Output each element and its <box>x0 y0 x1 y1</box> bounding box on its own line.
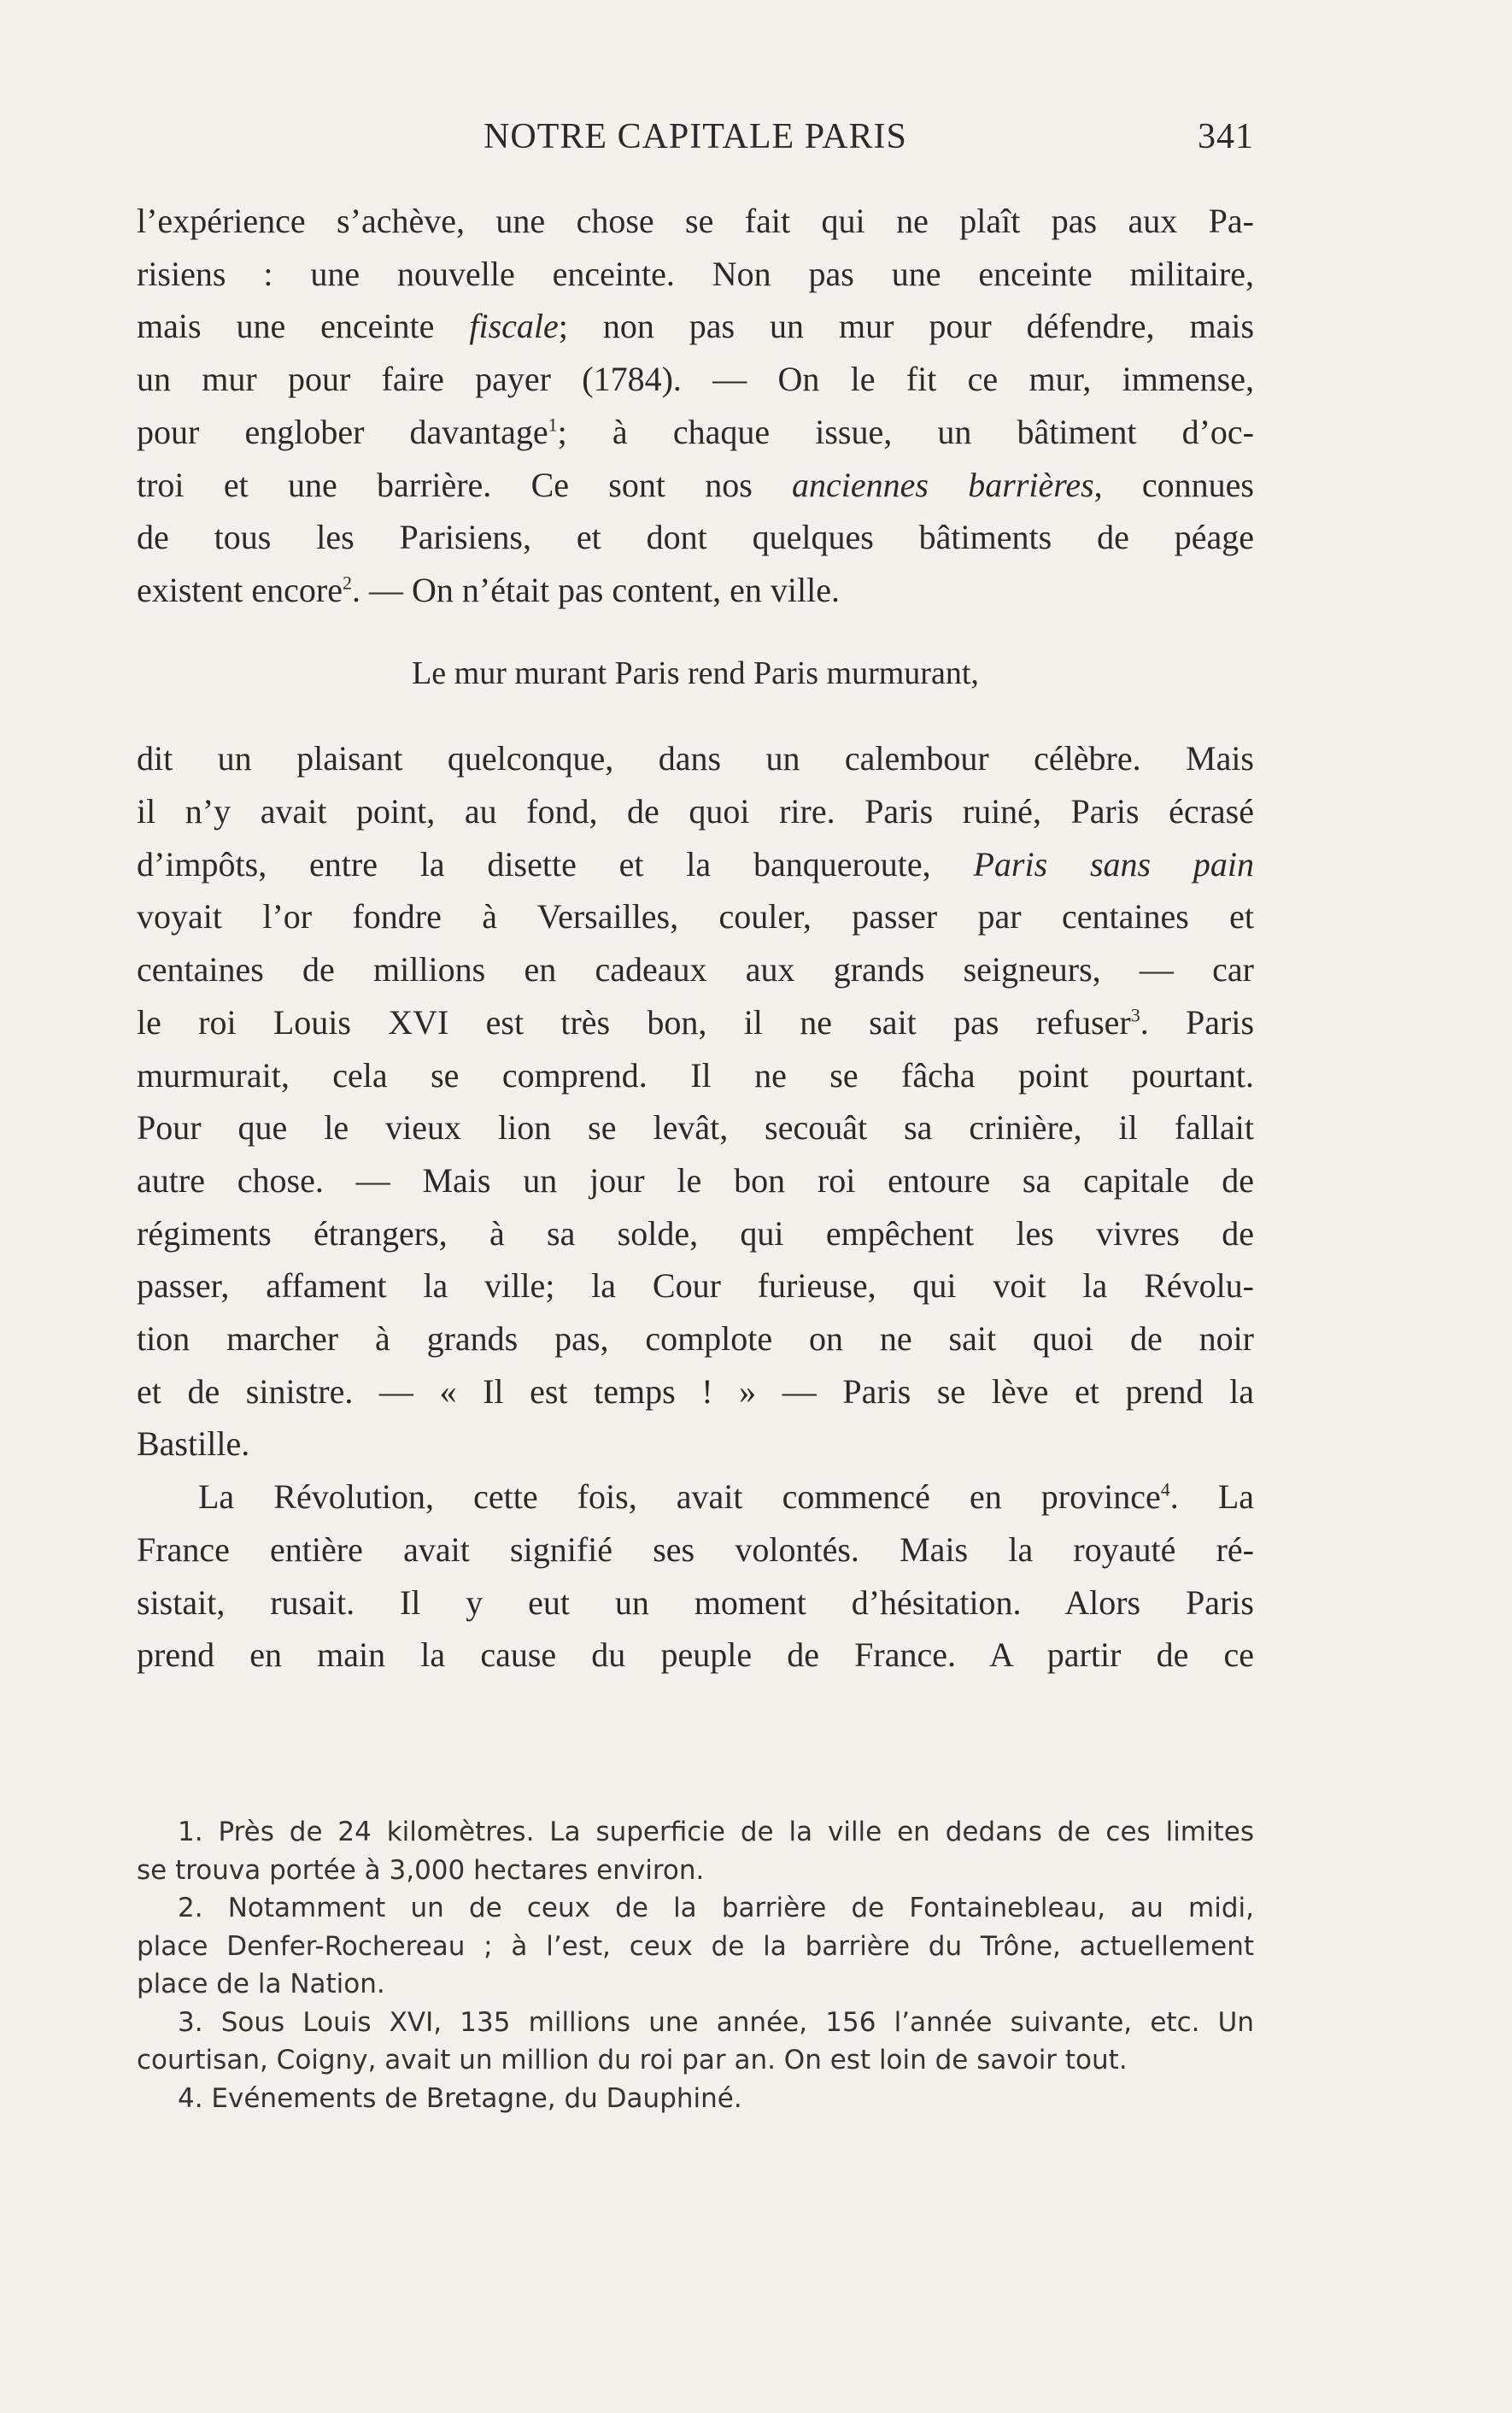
text-line: Bastille. <box>137 1424 250 1464</box>
text-line: mais une enceinte fiscale; non pas un mur pour défendre, mais <box>137 307 1255 346</box>
text-line: prend en main la cause du peuple de France. A partir de ce <box>137 1635 1254 1675</box>
footnote-line: courtisan, Coigny, avait un million du roi par an. On est loin de savoir tout. <box>137 2045 1128 2075</box>
text-line: autre chose. — Mais un jour le bon roi entoure sa capitale de <box>137 1160 1254 1200</box>
paragraph-3 <box>137 1471 1254 1682</box>
main-text <box>137 195 1254 1682</box>
text-line: passer, affament la ville; la Cour furieuse, qui voit la Révolu- <box>137 1266 1254 1306</box>
footnote-line: 1. Près de 24 kilomètres. La superficie de la ville en dedans de ces limites <box>178 1817 1254 1847</box>
footnote-line: 2. Notamment un de ceux de la barrière de Fontainebleau, au midi, <box>178 1893 1254 1923</box>
footnote-4 <box>137 2080 1254 2118</box>
footnote-1 <box>137 1813 1254 1889</box>
italic-fiscale: fiscale <box>469 307 559 346</box>
text-line: France entière avait signifié ses volontés. Mais la royauté ré- <box>137 1529 1254 1569</box>
text-line: Pour que le vieux lion se levât, secouât sa crinière, il fallait <box>137 1108 1254 1148</box>
text-line: troi et une barrière. Ce sont nos anciennes barrières, connues <box>137 465 1254 504</box>
footnote-line: se trouva portée à 3,000 hectares environ. <box>137 1854 705 1886</box>
footnote-line: 4. Evénements de Bretagne, du Dauphiné. <box>178 2082 742 2114</box>
paragraph-2 <box>137 732 1254 1471</box>
italic-paris-sans-pain: Paris sans pain <box>973 844 1254 884</box>
text-line: voyait l’or fondre à Versailles, couler, passer par centaines et <box>137 897 1254 936</box>
paragraph-1 <box>137 195 1254 617</box>
text-line: l’expérience s’achève, une chose se fait qui ne plaît pas aux Pa- <box>137 202 1254 240</box>
footnote-3 <box>137 2004 1254 2080</box>
text-line: et de sinistre. — « Il est temps ! » — Paris se lève et prend la <box>137 1371 1254 1411</box>
verse-quote: Le mur murant Paris rend Paris murmurant, <box>412 655 979 691</box>
text-line: tion marcher à grands pas, complote on ne sait quoi de noir <box>137 1319 1254 1359</box>
text-line: le roi Louis XVI est très bon, il ne sait pas refuser$^3$. Paris <box>137 1002 1255 1042</box>
italic-anciennes-barrieres: anciennes barrières <box>792 465 1094 504</box>
text-line: d’impôts, entre la disette et la banqueroute, Paris sans pain <box>137 844 1254 884</box>
text-line: risiens : une nouvelle enceinte. Non pas une enceinte militaire, <box>137 254 1254 293</box>
footnote-2 <box>137 1889 1254 2004</box>
text-line: centaines de millions en cadeaux aux grands seigneurs, — car <box>137 950 1254 989</box>
running-title: NOTRE CAPITALE PARIS <box>483 117 907 156</box>
footnotes <box>137 1813 1254 2117</box>
running-head <box>137 116 1254 167</box>
text-line: existent encore$^2$. — On n’était pas content, en ville. <box>137 570 840 609</box>
footnote-line: place de la Nation. <box>137 1969 385 1999</box>
text-line: murmurait, cela se comprend. Il ne se fâcha point pourtant. <box>137 1055 1254 1095</box>
text-line: un mur pour faire payer (1784). — On le fit ce mur, immense, <box>137 360 1254 399</box>
text-line: La Révolution, cette fois, avait commencé en province$^4$. La <box>198 1477 1255 1517</box>
footnote-ref-2[interactable]: 2 <box>343 572 352 594</box>
text-line: sistait, rusait. Il y eut un moment d’hésitation. Alors Paris <box>137 1582 1254 1622</box>
text-line: pour englober davantage$^1$; à chaque issue, un bâtiment d’oc- <box>137 412 1254 451</box>
text-line: il n’y avait point, au fond, de quoi rire. Paris ruiné, Paris écrasé <box>137 792 1254 831</box>
footnote-line: 3. Sous Louis XVI, 135 millions une année, 156 l’année suivante, etc. Un <box>178 2006 1254 2038</box>
footnote-ref-1[interactable]: 1 <box>548 414 558 436</box>
footnote-ref-4[interactable]: 4 <box>1160 1478 1170 1500</box>
text-line: régiments étrangers, à sa solde, qui empêchent les vivres de <box>137 1213 1254 1253</box>
text-line: dit un plaisant quelconque, dans un calembour célèbre. Mais <box>137 739 1254 778</box>
footnote-ref-3[interactable]: 3 <box>1130 1004 1140 1026</box>
page-number: 341 <box>1198 117 1254 156</box>
text-line: de tous les Parisiens, et dont quelques bâtiments de péage <box>137 518 1254 557</box>
footnote-line: place Denfer-Rochereau ; à l’est, ceux de la barrière du Trône, actuellement <box>137 1930 1254 1962</box>
